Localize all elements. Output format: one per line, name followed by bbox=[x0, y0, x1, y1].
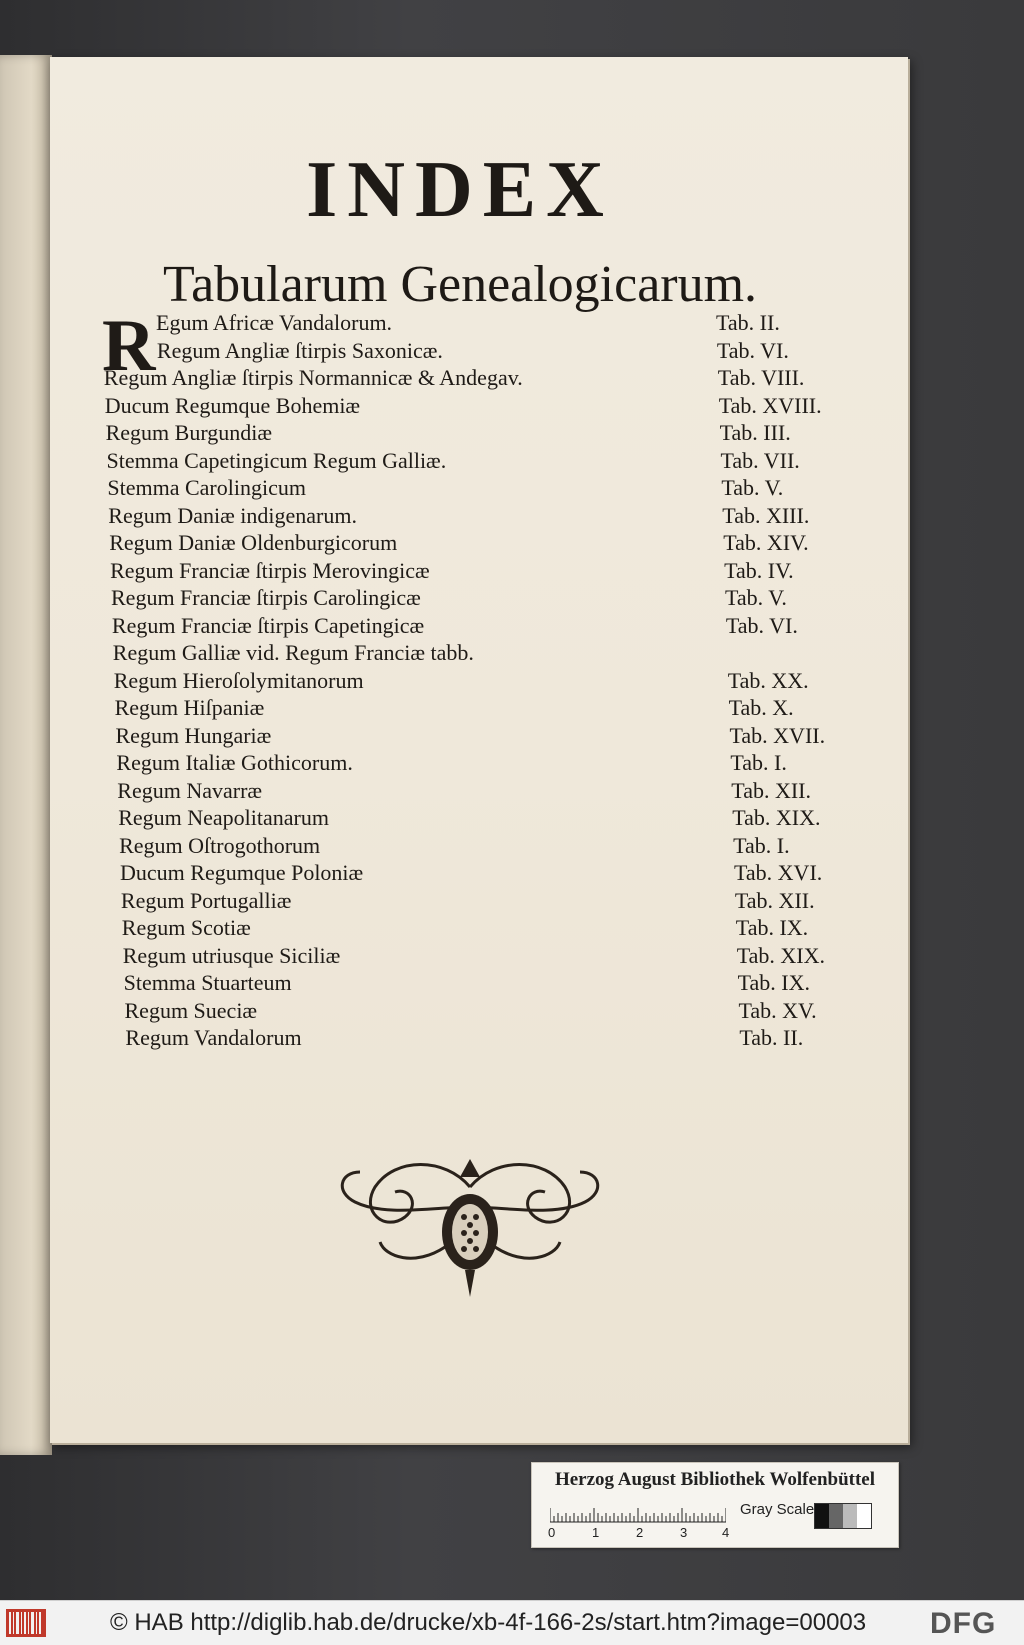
entry-table-ref: Tab. XX. bbox=[727, 667, 809, 693]
source-url[interactable]: © HAB http://diglib.hab.de/drucke/xb-4f-166-2s/start.htm?image=00003 bbox=[110, 1609, 867, 1636]
ruler-number: 3 bbox=[680, 1525, 688, 1540]
index-entry bbox=[104, 392, 822, 420]
entry-table-ref: Tab. V. bbox=[725, 585, 787, 610]
index-entry bbox=[118, 804, 821, 832]
entry-table-ref: Tab. I. bbox=[733, 832, 790, 858]
entry-table-ref: Tab. IX. bbox=[735, 915, 809, 940]
entry-title: Egum Africæ Vandalorum. bbox=[156, 310, 393, 335]
entry-title: Regum Galliæ vid. Regum Franciæ tabb. bbox=[112, 640, 474, 665]
dfg-logo: DFG bbox=[930, 1607, 997, 1640]
entry-title: Regum Franciæ ſtirpis Merovingicæ bbox=[110, 557, 430, 583]
index-entry bbox=[110, 557, 794, 585]
entry-title: Regum Italiæ Gothicorum. bbox=[116, 750, 353, 775]
entry-table-ref: Tab. XIII. bbox=[722, 502, 810, 528]
entry-table-ref: Tab. XVII. bbox=[729, 722, 826, 748]
entry-table-ref: Tab. XIV. bbox=[723, 530, 809, 555]
index-entry bbox=[113, 639, 742, 667]
entry-title: Regum Hungariæ bbox=[115, 722, 272, 748]
entry-title: Regum Oſtrogothorum bbox=[119, 832, 321, 858]
library-name: Herzog August Bibliothek Wolfenbüttel bbox=[554, 1469, 876, 1490]
index-entry bbox=[124, 997, 817, 1025]
entry-table-ref: Tab. XII. bbox=[734, 887, 815, 913]
index-entry bbox=[103, 337, 789, 365]
entry-title: Ducum Regumque Poloniæ bbox=[120, 860, 364, 885]
page-subtitle: Tabularum Genealogicarum. bbox=[162, 256, 758, 313]
entry-table-ref: Tab. XVI. bbox=[734, 860, 823, 885]
index-entry bbox=[116, 749, 787, 777]
entry-title: Regum Angliæ ſtirpis Normannicæ & Andegav. bbox=[103, 365, 523, 390]
index-entry bbox=[106, 447, 800, 475]
index-entry bbox=[120, 859, 823, 887]
ruler-scale bbox=[550, 1499, 726, 1523]
entry-title: Regum utriusque Siciliæ bbox=[122, 942, 341, 968]
index-entry bbox=[121, 914, 809, 942]
ruler-number: 0 bbox=[548, 1525, 556, 1540]
entry-table-ref: Tab. II. bbox=[716, 310, 780, 335]
entry-title: Regum Angliæ ſtirpis Saxonicæ. bbox=[156, 337, 443, 363]
index-entry bbox=[111, 584, 787, 612]
index-entry bbox=[120, 887, 815, 915]
gray-swatch bbox=[857, 1504, 871, 1528]
index-entry bbox=[109, 529, 809, 557]
gray-scale-label: Gray Scale bbox=[740, 1501, 815, 1518]
index-entry bbox=[107, 474, 784, 502]
entry-table-ref: Tab. III. bbox=[719, 420, 791, 445]
index-entry bbox=[123, 969, 810, 997]
book-page bbox=[50, 57, 908, 1443]
ruler-numbers bbox=[548, 1525, 738, 1539]
index-entry bbox=[111, 612, 798, 640]
index-entry bbox=[115, 722, 826, 750]
index-entry bbox=[105, 419, 791, 447]
gray-swatch bbox=[815, 1504, 829, 1528]
entry-title: Regum Sueciæ bbox=[124, 997, 258, 1023]
entry-table-ref: Tab. XV. bbox=[738, 997, 817, 1023]
entry-table-ref: Tab. IX. bbox=[737, 970, 810, 995]
entry-title: Stemma Capetingicum Regum Galliæ. bbox=[106, 447, 447, 473]
entry-table-ref: Tab. VI. bbox=[725, 612, 798, 638]
index-entry bbox=[119, 832, 790, 860]
ornament-icon bbox=[325, 1147, 615, 1307]
color-calibration-card bbox=[531, 1462, 899, 1548]
entry-title: Regum Scotiæ bbox=[121, 915, 251, 940]
entry-table-ref: Tab. XVIII. bbox=[718, 392, 822, 418]
entry-title: Regum Neapolitanarum bbox=[118, 805, 329, 830]
barcode-icon bbox=[6, 1609, 46, 1637]
gray-swatch bbox=[843, 1504, 857, 1528]
entry-table-ref: Tab. X. bbox=[728, 695, 794, 720]
entry-title: Regum Hiſpaniæ bbox=[114, 695, 265, 720]
drop-cap: R bbox=[102, 305, 156, 387]
index-entry bbox=[125, 1024, 804, 1052]
index-entries bbox=[102, 305, 826, 1052]
facing-page-edge bbox=[0, 55, 52, 1455]
index-entry bbox=[117, 777, 812, 805]
entry-title: Stemma Carolingicum bbox=[107, 475, 306, 500]
index-entry bbox=[102, 309, 780, 337]
entry-title: Regum Franciæ ſtirpis Carolingicæ bbox=[111, 585, 421, 610]
entry-table-ref: Tab. I. bbox=[730, 750, 787, 775]
entry-title: Regum Franciæ ſtirpis Capetingicæ bbox=[111, 612, 425, 638]
index-entry bbox=[103, 364, 805, 392]
index-entry bbox=[113, 667, 809, 695]
entry-table-ref: Tab. IV. bbox=[724, 557, 794, 583]
gray-scale-swatches bbox=[814, 1503, 872, 1529]
index-entry bbox=[114, 694, 794, 722]
index-entry bbox=[108, 502, 810, 530]
ruler-number: 1 bbox=[592, 1525, 600, 1540]
entry-table-ref: Tab. XIX. bbox=[736, 942, 825, 968]
entry-title: Ducum Regumque Bohemiæ bbox=[104, 392, 361, 418]
entry-table-ref: Tab. VI. bbox=[716, 337, 789, 363]
entry-title: Regum Burgundiæ bbox=[105, 420, 273, 445]
entry-table-ref: Tab. XIX. bbox=[732, 805, 821, 830]
entry-table-ref: Tab. V. bbox=[721, 475, 784, 500]
index-entry bbox=[122, 942, 825, 970]
page-title: INDEX bbox=[306, 146, 614, 234]
gray-swatch bbox=[829, 1504, 843, 1528]
entry-table-ref: Tab. VII. bbox=[720, 447, 800, 473]
ruler-number: 2 bbox=[636, 1525, 644, 1540]
entry-title: Regum Daniæ Oldenburgicorum bbox=[109, 530, 398, 555]
entry-table-ref: Tab. XII. bbox=[731, 777, 812, 803]
entry-title: Regum Vandalorum bbox=[125, 1025, 302, 1050]
entry-table-ref: Tab. VIII. bbox=[717, 365, 805, 390]
entry-table-ref: Tab. II. bbox=[739, 1025, 804, 1050]
ruler-number: 4 bbox=[722, 1525, 730, 1540]
entry-title: Regum Navarræ bbox=[117, 777, 263, 803]
entry-title: Regum Daniæ indigenarum. bbox=[108, 502, 357, 528]
entry-title: Stemma Stuarteum bbox=[123, 970, 292, 995]
entry-title: Regum Portugalliæ bbox=[120, 887, 292, 913]
entry-title: Regum Hieroſolymitanorum bbox=[113, 667, 364, 693]
footer-bar bbox=[0, 1600, 1024, 1645]
